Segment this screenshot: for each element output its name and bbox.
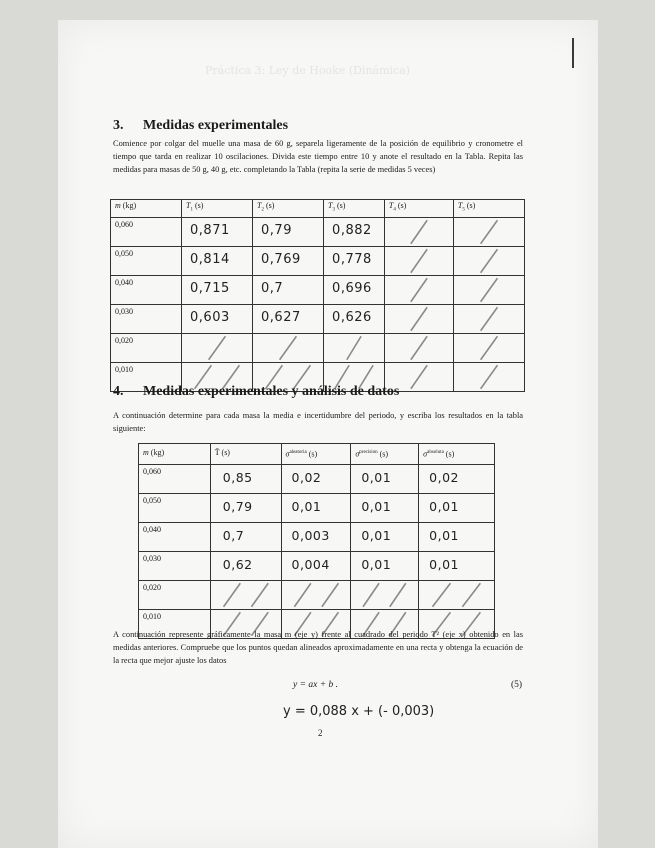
ale-cell — [281, 493, 351, 522]
handwritten-value: 0,01 — [429, 556, 460, 572]
ale-cell — [281, 551, 351, 580]
t1-cell — [182, 275, 253, 304]
handwritten-value: 0,603 — [190, 309, 230, 325]
handwritten-value: 0,01 — [361, 556, 392, 572]
t5-cell-empty — [453, 362, 524, 391]
periods-table — [110, 199, 525, 392]
col-header-t1: $T_1$ (s) — [182, 200, 253, 218]
col-header-mean: T̄ (s) — [210, 444, 281, 465]
t2-cell-empty — [253, 333, 324, 362]
handwritten-value: 0,003 — [291, 527, 330, 543]
table-row — [111, 275, 525, 304]
handwritten-value: 0,769 — [261, 251, 301, 267]
col-header-absoluta: $\sigma^{absoluta}$ (s) — [419, 444, 495, 465]
section-4-number: 4. — [113, 384, 124, 399]
mass-cell: 0,030 — [111, 304, 182, 333]
equation-number: (5) — [511, 680, 523, 690]
mass-cell: 0,010 — [111, 362, 182, 391]
t5-cell-empty — [453, 333, 524, 362]
t4-cell-empty — [384, 304, 453, 333]
mass-cell: 0,010 — [139, 609, 211, 638]
abs-cell — [419, 493, 495, 522]
handwritten-value: 0,01 — [361, 469, 392, 485]
table-row — [139, 493, 495, 522]
table-row — [111, 217, 525, 246]
table-row — [139, 551, 495, 580]
col-header-m: m (kg) — [111, 200, 182, 218]
handwritten-value: 0,7 — [222, 527, 245, 543]
handwritten-value: 0,02 — [291, 469, 322, 485]
equation: y = ax + b . — [293, 680, 339, 690]
handwritten-value: 0,715 — [190, 280, 230, 296]
handwritten-value: 0,871 — [190, 222, 230, 238]
mass-cell: 0,060 — [139, 464, 211, 493]
handwritten-value: 0,62 — [222, 556, 253, 572]
table-row — [111, 246, 525, 275]
section-4-title: Medidas experimentales y análisis de datos — [143, 384, 400, 399]
handwritten-value: 0,004 — [291, 556, 330, 572]
t5-cell-empty — [453, 275, 524, 304]
mass-cell: 0,030 — [139, 551, 211, 580]
section-3-paragraph: Comience por colgar del muelle una masa de 60 g, separela ligeramente de la posición de equilibrio y cronometre el tiempo que tarda en realizar 10 oscilaciones. Divida este tiempo entre 10 y anote el resultado en la Tabla. Repita las medidas para masas de 50 g, 40 g, etc. completando la Tabla (repita la serie de medidas 5 veces) — [113, 139, 523, 174]
t4-cell-empty — [384, 333, 453, 362]
handwritten-answer: y = 0,088 x + (- 0,003) — [283, 704, 435, 719]
handwritten-value: 0,79 — [222, 498, 253, 514]
table-row — [139, 580, 495, 609]
mass-cell: 0,060 — [111, 217, 182, 246]
handwritten-value: 0,01 — [361, 527, 392, 543]
ale-cell — [281, 464, 351, 493]
ale-cell — [281, 522, 351, 551]
section-3-title: Medidas experimentales — [143, 118, 289, 133]
t1-cell — [182, 304, 253, 333]
abs-cell — [419, 551, 495, 580]
tbar-cell — [210, 522, 281, 551]
handwritten-value: 0,778 — [332, 251, 372, 267]
tbar-cell — [210, 464, 281, 493]
handwritten-value: 0,627 — [261, 309, 301, 325]
mass-cell: 0,020 — [139, 580, 211, 609]
handwritten-value: 0,01 — [291, 498, 322, 514]
mass-cell: 0,020 — [111, 333, 182, 362]
handwritten-value: 0,626 — [332, 309, 372, 325]
t5-cell-empty — [453, 217, 524, 246]
handwritten-value: 0,85 — [222, 469, 253, 485]
handwritten-value: 0,01 — [429, 527, 460, 543]
t3-cell — [324, 246, 385, 275]
pre-cell — [351, 464, 419, 493]
pre-cell-empty — [351, 580, 419, 609]
t3-cell — [324, 275, 385, 304]
section-4-paragraph: A continuación determine para cada masa la media e incertidumbre del periodo, y escriba los resultados en la tabla siguiente: — [113, 411, 523, 433]
t3-cell — [324, 217, 385, 246]
edge-mark — [572, 38, 574, 68]
section-3-heading — [113, 118, 288, 134]
table-row — [111, 333, 525, 362]
section-4-heading — [113, 384, 399, 400]
t1-cell — [182, 246, 253, 275]
mass-cell: 0,050 — [139, 493, 211, 522]
col-header-aleatoria: $\sigma^{aleatoria}$ (s) — [281, 444, 351, 465]
abs-cell — [419, 464, 495, 493]
abs-cell-empty — [419, 580, 495, 609]
t2-cell — [253, 246, 324, 275]
t3-cell — [324, 304, 385, 333]
handwritten-value: 0,02 — [429, 469, 460, 485]
mass-cell: 0,040 — [111, 275, 182, 304]
section-3-number: 3. — [113, 118, 124, 133]
col-header-precision: $\sigma^{precision}$ (s) — [351, 444, 419, 465]
t5-cell-empty — [453, 304, 524, 333]
table-row — [139, 464, 495, 493]
col-header-mass: m (kg) — [139, 444, 211, 465]
handwritten-value: 0,01 — [429, 498, 460, 514]
handwritten-value: 0,696 — [332, 280, 372, 296]
pre-cell — [351, 522, 419, 551]
mass-cell: 0,050 — [111, 246, 182, 275]
pre-cell — [351, 551, 419, 580]
pre-cell — [351, 493, 419, 522]
t2-cell — [253, 275, 324, 304]
handwritten-value: 0,01 — [361, 498, 392, 514]
tbar-cell — [210, 493, 281, 522]
stats-table — [138, 443, 495, 639]
tbar-cell-empty — [210, 580, 281, 609]
ale-cell-empty — [281, 580, 351, 609]
col-header-t5: $T_5$ (s) — [453, 200, 524, 218]
t3-cell-empty — [324, 333, 385, 362]
t5-cell-empty — [453, 246, 524, 275]
page-number: 2 — [318, 728, 323, 738]
ghost-header: Práctica 3: Ley de Hooke (Dinámica) — [205, 64, 411, 77]
table-row — [139, 522, 495, 551]
col-header-t2: $T_2$ (s) — [253, 200, 324, 218]
t4-cell-empty — [384, 275, 453, 304]
abs-cell — [419, 522, 495, 551]
tbar-cell — [210, 551, 281, 580]
col-header-t4: $T_4$ (s) — [384, 200, 453, 218]
t2-cell — [253, 304, 324, 333]
mass-cell: 0,040 — [139, 522, 211, 551]
t4-cell-empty — [384, 246, 453, 275]
t1-cell-empty — [182, 333, 253, 362]
t1-cell — [182, 217, 253, 246]
col-header-t3: $T_3$ (s) — [324, 200, 385, 218]
handwritten-value: 0,814 — [190, 251, 230, 267]
t4-cell-empty — [384, 217, 453, 246]
handwritten-value: 0,7 — [261, 280, 284, 296]
t2-cell — [253, 217, 324, 246]
handwritten-value: 0,882 — [332, 222, 372, 238]
section-4-paragraph-2: A continuación represente gráficamente la masa m (eje y) frente al cuadrado del periodo T² (eje x) obtenido en las medidas anteriores. Compruebe que los puntos quedan alineados aproximadamente en una recta y obtenga la ecuación de la recta que mejor ajuste los datos — [113, 630, 523, 665]
table-row — [111, 304, 525, 333]
handwritten-value: 0,79 — [261, 222, 292, 238]
